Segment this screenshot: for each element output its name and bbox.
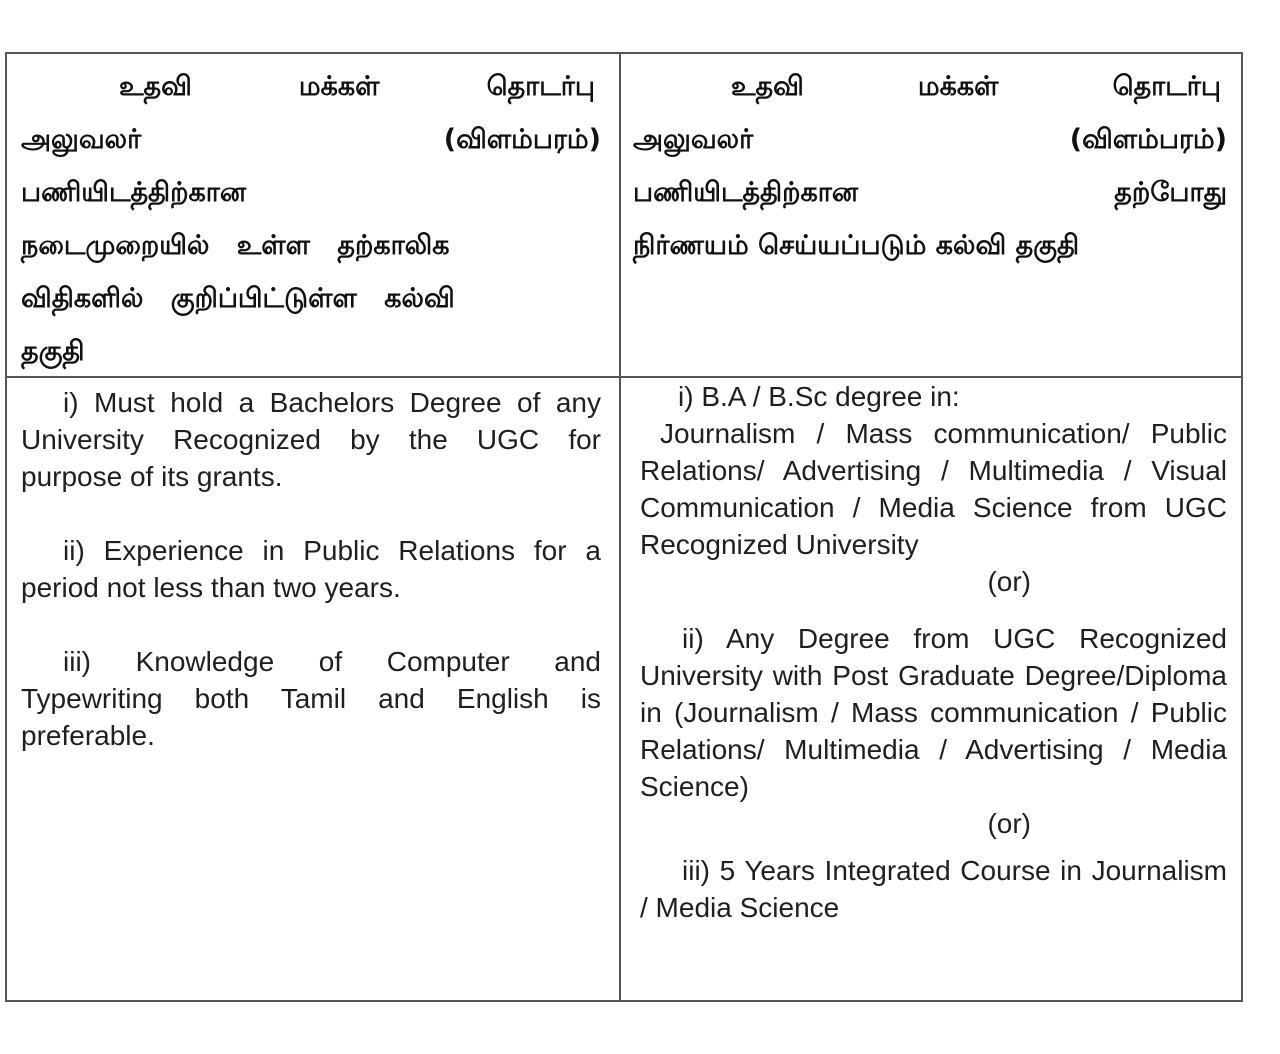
- right-header-word: மக்கள்: [917, 71, 999, 102]
- left-header-cell: [21, 60, 601, 378]
- right-header-word: உதவி: [731, 71, 804, 102]
- left-header-word: உதவி: [119, 71, 192, 102]
- right-body-cell: [640, 378, 1227, 926]
- left-header-line-4: நடைமுறையில் உள்ள தற்காலிக: [21, 230, 450, 261]
- left-header-line-6: தகுதி: [21, 336, 85, 367]
- right-qualification-3: iii) 5 Years Integrated Course in Journalism / Media Science: [640, 855, 1227, 923]
- right-header-word: அலுவலர்: [633, 124, 754, 155]
- or-separator-2: (or): [987, 808, 1031, 839]
- right-qualification-1-body: Journalism / Mass communication/ Public Relations/ Advertising / Multimedia / Visual Communication / Media Science from UGC Recognized University: [640, 418, 1227, 560]
- or-separator-1: (or): [987, 566, 1031, 597]
- left-header-word: மக்கள்: [298, 71, 380, 102]
- right-header-word: தொடர்பு: [1112, 71, 1221, 102]
- right-qualification-2: ii) Any Degree from UGC Recognized University with Post Graduate Degree/Diploma in (Journalism / Mass communication / Public Relations/ Multimedia / Advertising / Media Science): [640, 623, 1227, 802]
- left-qualification-2: ii) Experience in Public Relations for a period not less than two years.: [21, 535, 601, 603]
- right-qualification-1-intro: i) B.A / B.Sc degree in:: [678, 381, 960, 412]
- left-header-line-1: [21, 60, 601, 113]
- left-header-line-2: [21, 113, 601, 166]
- left-header-word: (விளம்பரம்): [443, 124, 601, 155]
- right-header-cell: [633, 60, 1227, 272]
- left-header-line-3: பணியிடத்திற்கான: [21, 177, 247, 208]
- left-qualification-3: iii) Knowledge of Computer and Typewriting both Tamil and English is preferable.: [21, 646, 601, 751]
- right-header-line-1: [633, 60, 1227, 113]
- right-header-line-4: நிர்ணயம் செய்யப்படும் கல்வி தகுதி: [633, 230, 1080, 261]
- right-qualification-1-text: [640, 415, 1227, 563]
- left-header-word: தொடர்பு: [486, 71, 595, 102]
- right-header-line-3: [633, 166, 1227, 219]
- right-header-word: (விளம்பரம்): [1069, 124, 1227, 155]
- right-header-line-2: [633, 113, 1227, 166]
- right-header-word: தற்போது: [1114, 177, 1227, 208]
- left-header-word: அலுவலர்: [21, 124, 142, 155]
- left-header-line-5: விதிகளில் குறிப்பிட்டுள்ள கல்வி: [21, 283, 455, 314]
- qualification-table: [5, 52, 1243, 1002]
- column-divider: [619, 54, 621, 1000]
- right-header-word: பணியிடத்திற்கான: [633, 177, 859, 208]
- left-body-cell: [21, 384, 601, 754]
- left-qualification-1: i) Must hold a Bachelors Degree of any University Recognized by the UGC for purpose of its grants.: [21, 387, 601, 492]
